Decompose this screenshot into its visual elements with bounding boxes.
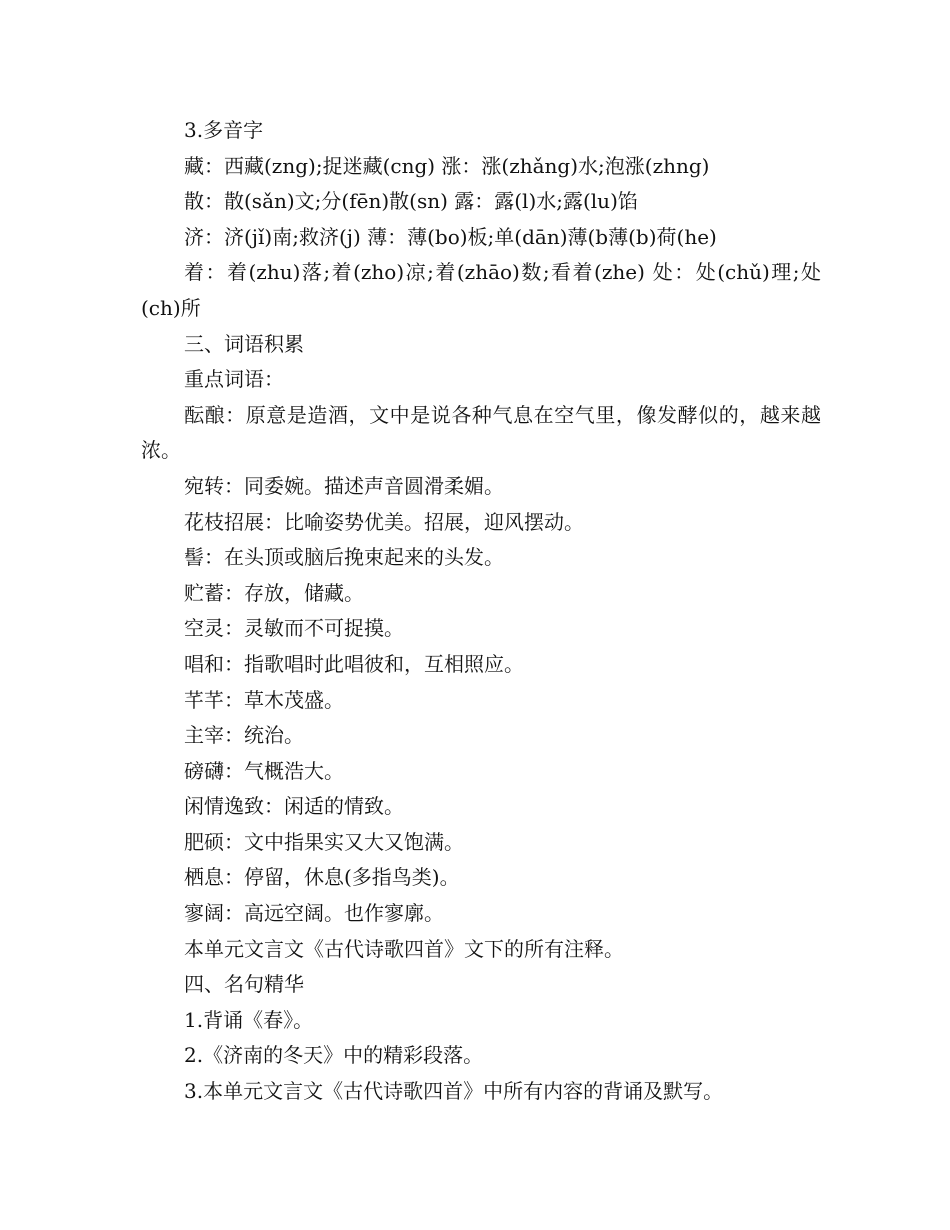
vocab-item-qianqian: 芊芊：草木茂盛。 (184, 687, 344, 712)
vocab-item-zhuzai: 主宰：统治。 (184, 723, 304, 748)
vocab-item-zhuxu: 贮蓄：存放，储藏。 (184, 580, 364, 605)
vocab-item-huazhi-zhaozhan: 花枝招展：比喻姿势优美。招展，迎风摆动。 (184, 509, 584, 534)
vocab-item-yunniang: 酝酿：原意是造酒，文中是说各种气息在空气里，像发酵似的，越来越浓。 (141, 402, 821, 463)
vocab-item-xianqing-yizhi: 闲情逸致：闲适的情致。 (184, 794, 404, 819)
document-body (141, 113, 821, 1110)
polyphonic-entry-san-lu: 散：散(sǎn)文;分(fēn)散(sn) 露：露(l)水;露(lu)馅 (184, 189, 638, 214)
section-heading-famous-lines: 四、名句精华 (184, 972, 304, 997)
vocab-note-classical-annotations: 本单元文言文《古代诗歌四首》文下的所有注释。 (184, 936, 624, 961)
vocab-item-wanzhuan: 宛转：同委婉。描述声音圆滑柔媚。 (184, 473, 504, 498)
vocab-item-pangbo: 磅礴：气概浩大。 (184, 758, 344, 783)
vocab-item-ji: 髻：在头顶或脑后挽束起来的头发。 (184, 545, 504, 570)
vocab-item-qixi: 栖息：停留，休息(多指鸟类)。 (184, 865, 460, 890)
vocab-item-kongling: 空灵：灵敏而不可捉摸。 (184, 616, 404, 641)
vocab-item-changhe: 唱和：指歌唱时此唱彼和，互相照应。 (184, 651, 524, 676)
vocab-item-feishuo: 肥硕：文中指果实又大又饱满。 (184, 829, 464, 854)
section-heading-vocabulary: 三、词语积累 (184, 331, 304, 356)
polyphonic-entry-zhe-chu: 着：着(zhu)落;着(zho)凉;着(zhāo)数;看着(zhe) 处：处(chǔ)理;处(ch)所 (141, 260, 821, 320)
vocab-item-liaokuo: 寥阔：高远空阔。也作寥廓。 (184, 901, 444, 926)
recitation-item-1: 1.背诵《春》。 (184, 1007, 314, 1032)
polyphonic-entry-zang-zhang: 藏：西藏(zng);捉迷藏(cng) 涨：涨(zhǎng)水;泡涨(zhng) (184, 153, 710, 178)
recitation-item-3: 3.本单元文言文《古代诗歌四首》中所有内容的背诵及默写。 (184, 1079, 724, 1104)
polyphonic-entry-ji-bao: 济：济(jǐ)南;救济(j) 薄：薄(bo)板;单(dān)薄(b薄(b)荷(he) (184, 224, 717, 249)
section-heading-polyphonic: 3.多音字 (184, 118, 264, 142)
subheading-key-words: 重点词语： (184, 367, 284, 392)
recitation-item-2: 2.《济南的冬天》中的精彩段落。 (184, 1043, 484, 1068)
